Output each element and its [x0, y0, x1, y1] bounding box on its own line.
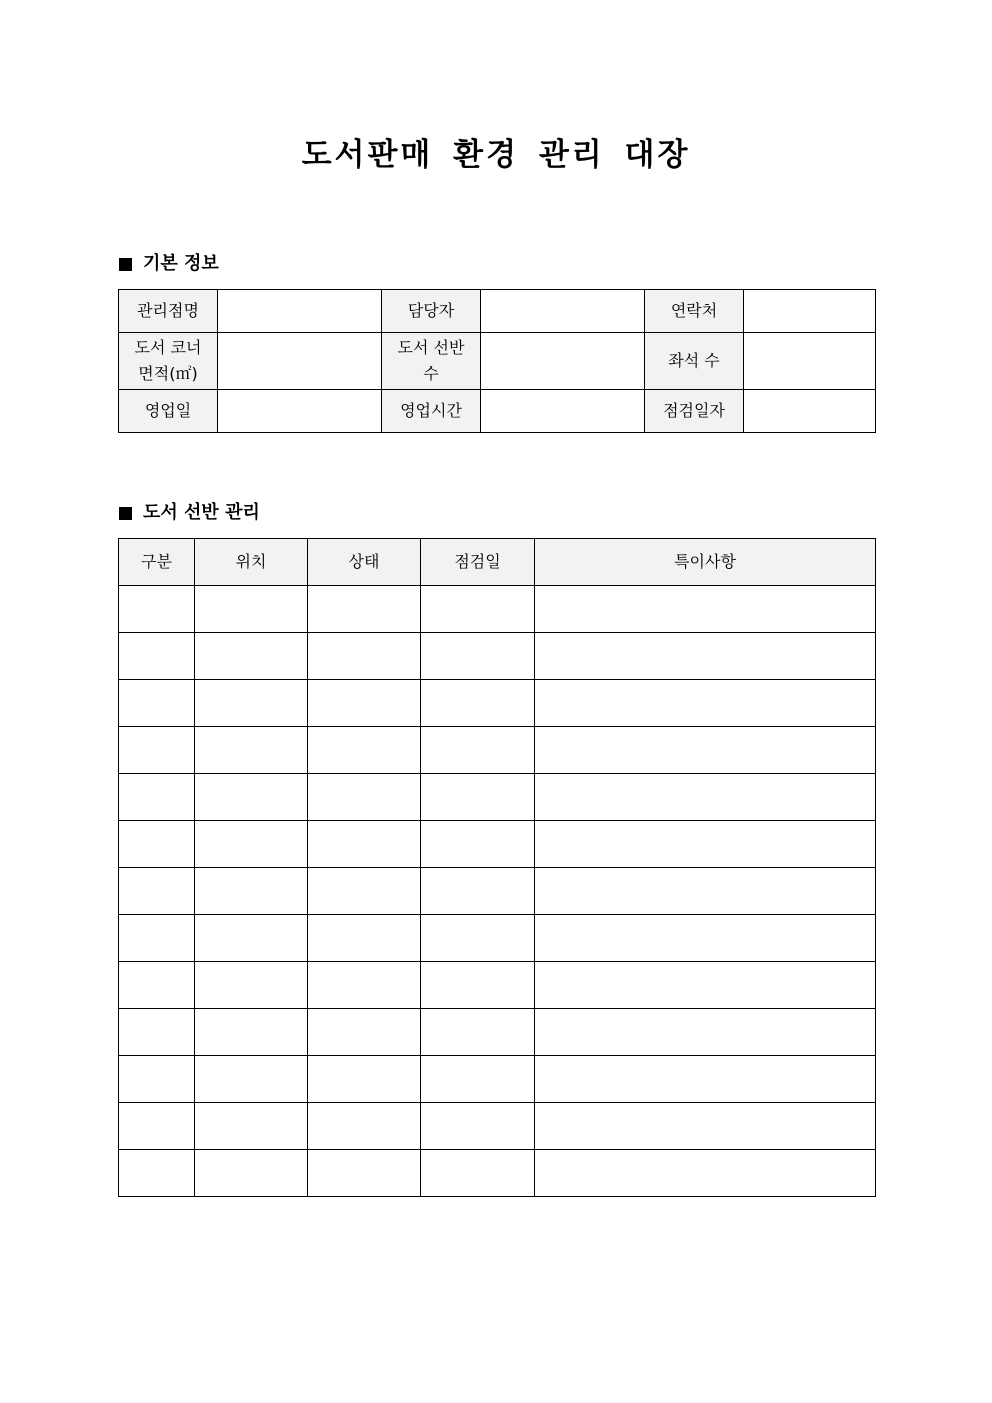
table-cell[interactable]	[308, 680, 421, 727]
table-cell[interactable]	[195, 868, 308, 915]
table-row	[119, 962, 876, 1009]
table-cell[interactable]	[421, 962, 535, 1009]
table-cell[interactable]	[535, 1103, 876, 1150]
table-cell[interactable]	[535, 633, 876, 680]
value-cell[interactable]	[218, 290, 382, 333]
column-header: 상태	[308, 539, 421, 586]
table-cell[interactable]	[119, 1103, 195, 1150]
table-row	[119, 680, 876, 727]
label-cell: 도서 코너 면적(㎡)	[119, 333, 218, 390]
table-cell[interactable]	[535, 915, 876, 962]
table-row	[119, 633, 876, 680]
shelf-management-table	[118, 538, 876, 1197]
table-cell[interactable]	[421, 1009, 535, 1056]
value-cell[interactable]	[481, 390, 645, 433]
table-cell[interactable]	[119, 1009, 195, 1056]
table-cell[interactable]	[119, 962, 195, 1009]
table-cell[interactable]	[535, 962, 876, 1009]
table-cell[interactable]	[421, 633, 535, 680]
value-cell[interactable]	[218, 390, 382, 433]
table-cell[interactable]	[535, 1150, 876, 1197]
table-cell[interactable]	[308, 962, 421, 1009]
table-cell[interactable]	[119, 727, 195, 774]
table-row	[119, 390, 876, 433]
table-cell[interactable]	[119, 774, 195, 821]
label-cell: 영업일	[119, 390, 218, 433]
section-heading-shelf-management	[119, 501, 260, 525]
table-row	[119, 1103, 876, 1150]
table-cell[interactable]	[535, 821, 876, 868]
table-cell[interactable]	[421, 821, 535, 868]
label-cell: 연락처	[645, 290, 744, 333]
label-cell: 담당자	[382, 290, 481, 333]
value-cell[interactable]	[481, 290, 645, 333]
value-cell[interactable]	[744, 390, 876, 433]
label-cell: 관리점명	[119, 290, 218, 333]
table-row	[119, 821, 876, 868]
table-row	[119, 727, 876, 774]
table-cell[interactable]	[195, 633, 308, 680]
table-row	[119, 290, 876, 333]
table-cell[interactable]	[195, 680, 308, 727]
value-cell[interactable]	[481, 333, 645, 390]
table-row	[119, 868, 876, 915]
table-cell[interactable]	[308, 1103, 421, 1150]
table-row	[119, 1009, 876, 1056]
label-cell: 좌석 수	[645, 333, 744, 390]
table-cell[interactable]	[308, 1009, 421, 1056]
table-cell[interactable]	[195, 586, 308, 633]
table-cell[interactable]	[308, 1150, 421, 1197]
basic-info-table	[118, 289, 876, 433]
value-cell[interactable]	[744, 290, 876, 333]
table-cell[interactable]	[119, 915, 195, 962]
table-row	[119, 915, 876, 962]
table-cell[interactable]	[195, 962, 308, 1009]
table-cell[interactable]	[535, 774, 876, 821]
table-cell[interactable]	[308, 915, 421, 962]
table-cell[interactable]	[195, 1056, 308, 1103]
value-cell[interactable]	[744, 333, 876, 390]
column-header: 위치	[195, 539, 308, 586]
label-cell: 점검일자	[645, 390, 744, 433]
table-row	[119, 586, 876, 633]
value-cell[interactable]	[218, 333, 382, 390]
table-cell[interactable]	[535, 1009, 876, 1056]
section-heading-label: 기본 정보	[143, 253, 219, 274]
table-cell[interactable]	[119, 1150, 195, 1197]
column-header: 특이사항	[535, 539, 876, 586]
table-cell[interactable]	[421, 586, 535, 633]
table-cell[interactable]	[421, 727, 535, 774]
column-header: 구분	[119, 539, 195, 586]
table-cell[interactable]	[535, 1056, 876, 1103]
table-cell[interactable]	[119, 1056, 195, 1103]
table-cell[interactable]	[195, 774, 308, 821]
table-cell[interactable]	[195, 915, 308, 962]
section-heading-label: 도서 선반 관리	[143, 502, 260, 523]
table-cell[interactable]	[421, 1056, 535, 1103]
section-heading-basic-info	[119, 252, 219, 276]
table-cell[interactable]	[421, 774, 535, 821]
page-title: 도서판매 환경 관리 대장	[301, 137, 691, 173]
label-cell: 영업시간	[382, 390, 481, 433]
table-cell[interactable]	[308, 727, 421, 774]
table-cell[interactable]	[119, 821, 195, 868]
table-cell[interactable]	[195, 821, 308, 868]
table-cell[interactable]	[195, 727, 308, 774]
table-cell[interactable]	[421, 1150, 535, 1197]
table-cell[interactable]	[195, 1009, 308, 1056]
table-cell[interactable]	[119, 868, 195, 915]
table-cell[interactable]	[535, 680, 876, 727]
table-cell[interactable]	[535, 586, 876, 633]
table-cell[interactable]	[119, 633, 195, 680]
table-row	[119, 1056, 876, 1103]
table-row	[119, 1150, 876, 1197]
table-cell[interactable]	[308, 774, 421, 821]
table-row	[119, 774, 876, 821]
table-cell[interactable]	[421, 915, 535, 962]
table-row	[119, 333, 876, 390]
table-header-row	[119, 539, 876, 586]
table-cell[interactable]	[535, 868, 876, 915]
column-header: 점검일	[421, 539, 535, 586]
table-cell[interactable]	[421, 868, 535, 915]
table-cell[interactable]	[195, 1150, 308, 1197]
table-cell[interactable]	[308, 586, 421, 633]
table-cell[interactable]	[421, 680, 535, 727]
table-cell[interactable]	[308, 821, 421, 868]
table-cell[interactable]	[195, 1103, 308, 1150]
square-bullet-icon	[119, 507, 132, 520]
table-cell[interactable]	[308, 868, 421, 915]
table-cell[interactable]	[308, 633, 421, 680]
table-cell[interactable]	[119, 680, 195, 727]
table-cell[interactable]	[119, 586, 195, 633]
table-cell[interactable]	[308, 1056, 421, 1103]
label-cell: 도서 선반 수	[382, 333, 481, 390]
table-cell[interactable]	[421, 1103, 535, 1150]
square-bullet-icon	[119, 258, 132, 271]
table-cell[interactable]	[535, 727, 876, 774]
